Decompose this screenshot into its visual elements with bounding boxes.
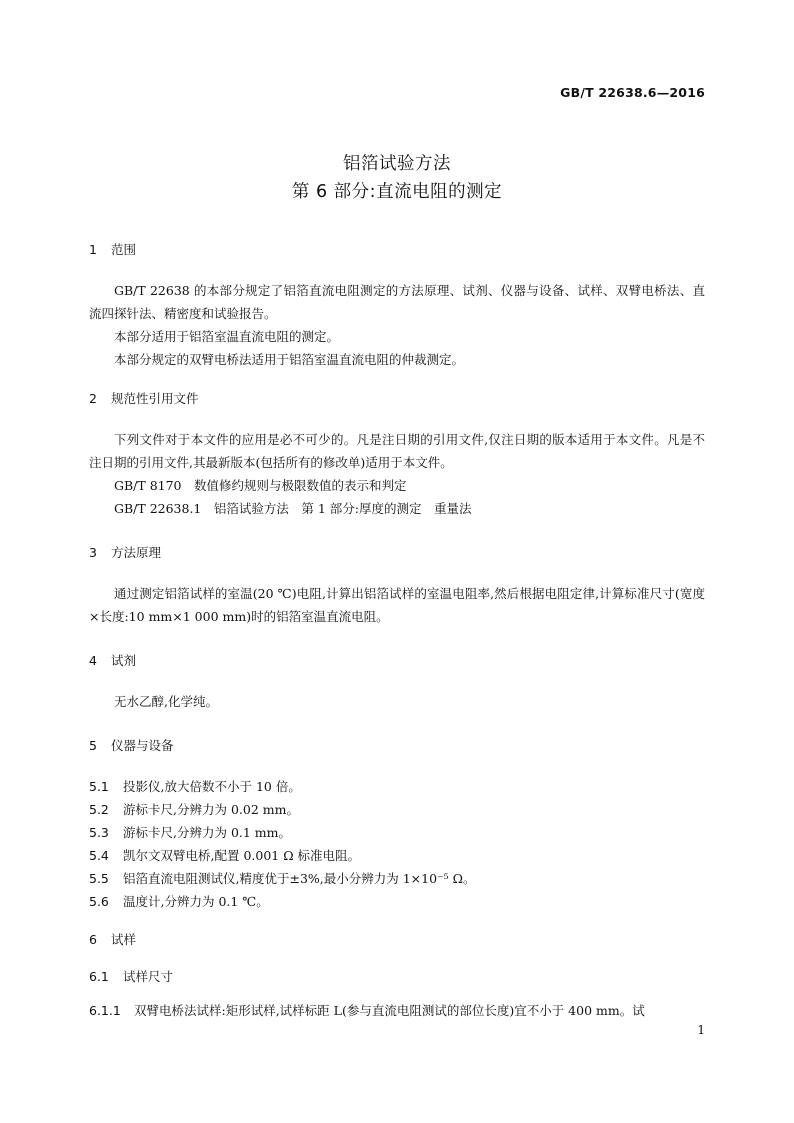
list-item [89, 775, 705, 798]
item-text: 铝箔直流电阻测试仪,精度优于±3%,最小分辨力为 1×10⁻⁵ Ω。 [123, 871, 476, 886]
item-number: 5.2 [89, 802, 109, 817]
section-title: 仪器与设备 [111, 738, 174, 753]
section-number: 2 [89, 391, 97, 406]
section-4-heading [89, 651, 705, 669]
section-title: 范围 [111, 242, 137, 257]
item-text: 投影仪,放大倍数不小于 10 倍。 [123, 779, 301, 794]
section-3-heading [89, 543, 705, 561]
section-5-heading-block [89, 736, 705, 754]
section-3-body [89, 582, 705, 628]
reference-item: GB/T 8170 数值修约规则与极限数值的表示和判定 [114, 478, 407, 493]
item-number: 5.1 [89, 779, 109, 794]
list-item [89, 844, 705, 867]
section-6-heading-block [89, 930, 705, 948]
list-item [89, 890, 705, 913]
section-4-body [89, 690, 705, 713]
reference-item: GB/T 22638.1 铝箔试验方法 第 1 部分:厚度的测定 重量法 [114, 501, 472, 516]
section-4-heading-block [89, 651, 705, 669]
item-number: 5.5 [89, 871, 109, 886]
section-title: 方法原理 [111, 545, 162, 560]
item-text: 双臂电桥法试样:矩形试样,试样标距 L(参与直流电阻测试的部位长度)宜不小于 400 mm。试 [134, 1003, 645, 1018]
section-number: 5 [89, 738, 97, 753]
section-title: 试样 [111, 932, 137, 947]
item-number: 5.6 [89, 894, 109, 909]
section-number: 6 [89, 932, 97, 947]
section-1-heading [89, 240, 705, 258]
section-5-heading [89, 736, 705, 754]
section-number: 3 [89, 545, 97, 560]
section-title: 规范性引用文件 [111, 391, 199, 406]
list-item [89, 867, 705, 890]
section-2-heading [89, 389, 705, 407]
section-6-1-heading-block [89, 967, 705, 985]
section-6-heading [89, 930, 705, 948]
item-number: 6.1.1 [89, 1003, 121, 1018]
paragraph: 通过测定铝箔试样的室温(20 ℃)电阻,计算出铝箔试样的室温电阻率,然后根据电阻定律,计算标准尺寸(宽度×长度:10 mm×1 000 mm)时的铝箔室温直流电阻。 [89, 586, 705, 624]
item-text: 温度计,分辨力为 0.1 ℃。 [123, 894, 269, 909]
section-3-heading-block [89, 543, 705, 561]
paragraph: GB/T 22638 的本部分规定了铝箔直流电阻测定的方法原理、试剂、仪器与设备、试样、双臂电桥法、直流四探针法、精密度和试验报告。 [89, 283, 705, 321]
document-title-line1: 铝箔试验方法 [343, 154, 451, 174]
list-item [89, 999, 705, 1022]
section-1-body [89, 279, 705, 371]
section-number: 4 [89, 653, 97, 668]
item-text: 凯尔文双臂电桥,配置 0.001 Ω 标准电阻。 [123, 848, 361, 863]
section-6-1-1-body [89, 999, 705, 1022]
standard-code: GB/T 22638.6—2016 [560, 85, 705, 100]
list-item [89, 821, 705, 844]
subsection-title: 试样尺寸 [123, 969, 174, 984]
section-2-heading-block [89, 389, 705, 407]
section-1-heading-block [89, 240, 705, 258]
section-title: 试剂 [111, 653, 137, 668]
paragraph: 本部分规定的双臂电桥法适用于铝箔室温直流电阻的仲裁测定。 [114, 352, 465, 367]
paragraph: 本部分适用于铝箔室温直流电阻的测定。 [114, 329, 340, 344]
page-number: 1 [697, 1023, 705, 1037]
section-2-body [89, 428, 705, 520]
item-text: 游标卡尺,分辨力为 0.02 mm。 [123, 802, 299, 817]
list-item [89, 798, 705, 821]
item-number: 5.4 [89, 848, 109, 863]
section-number: 1 [89, 242, 97, 257]
subsection-number: 6.1 [89, 969, 109, 984]
paragraph: 下列文件对于本文件的应用是必不可少的。凡是注日期的引用文件,仅注日期的版本适用于本文件。凡是不注日期的引用文件,其最新版本(包括所有的修改单)适用于本文件。 [89, 432, 705, 470]
item-number: 5.3 [89, 825, 109, 840]
document-title-line2: 第 6 部分:直流电阻的测定 [291, 182, 503, 202]
section-5-items [89, 775, 705, 913]
paragraph: 无水乙醇,化学纯。 [114, 694, 218, 709]
item-text: 游标卡尺,分辨力为 0.1 mm。 [123, 825, 292, 840]
subsection-6-1-heading [89, 967, 705, 985]
